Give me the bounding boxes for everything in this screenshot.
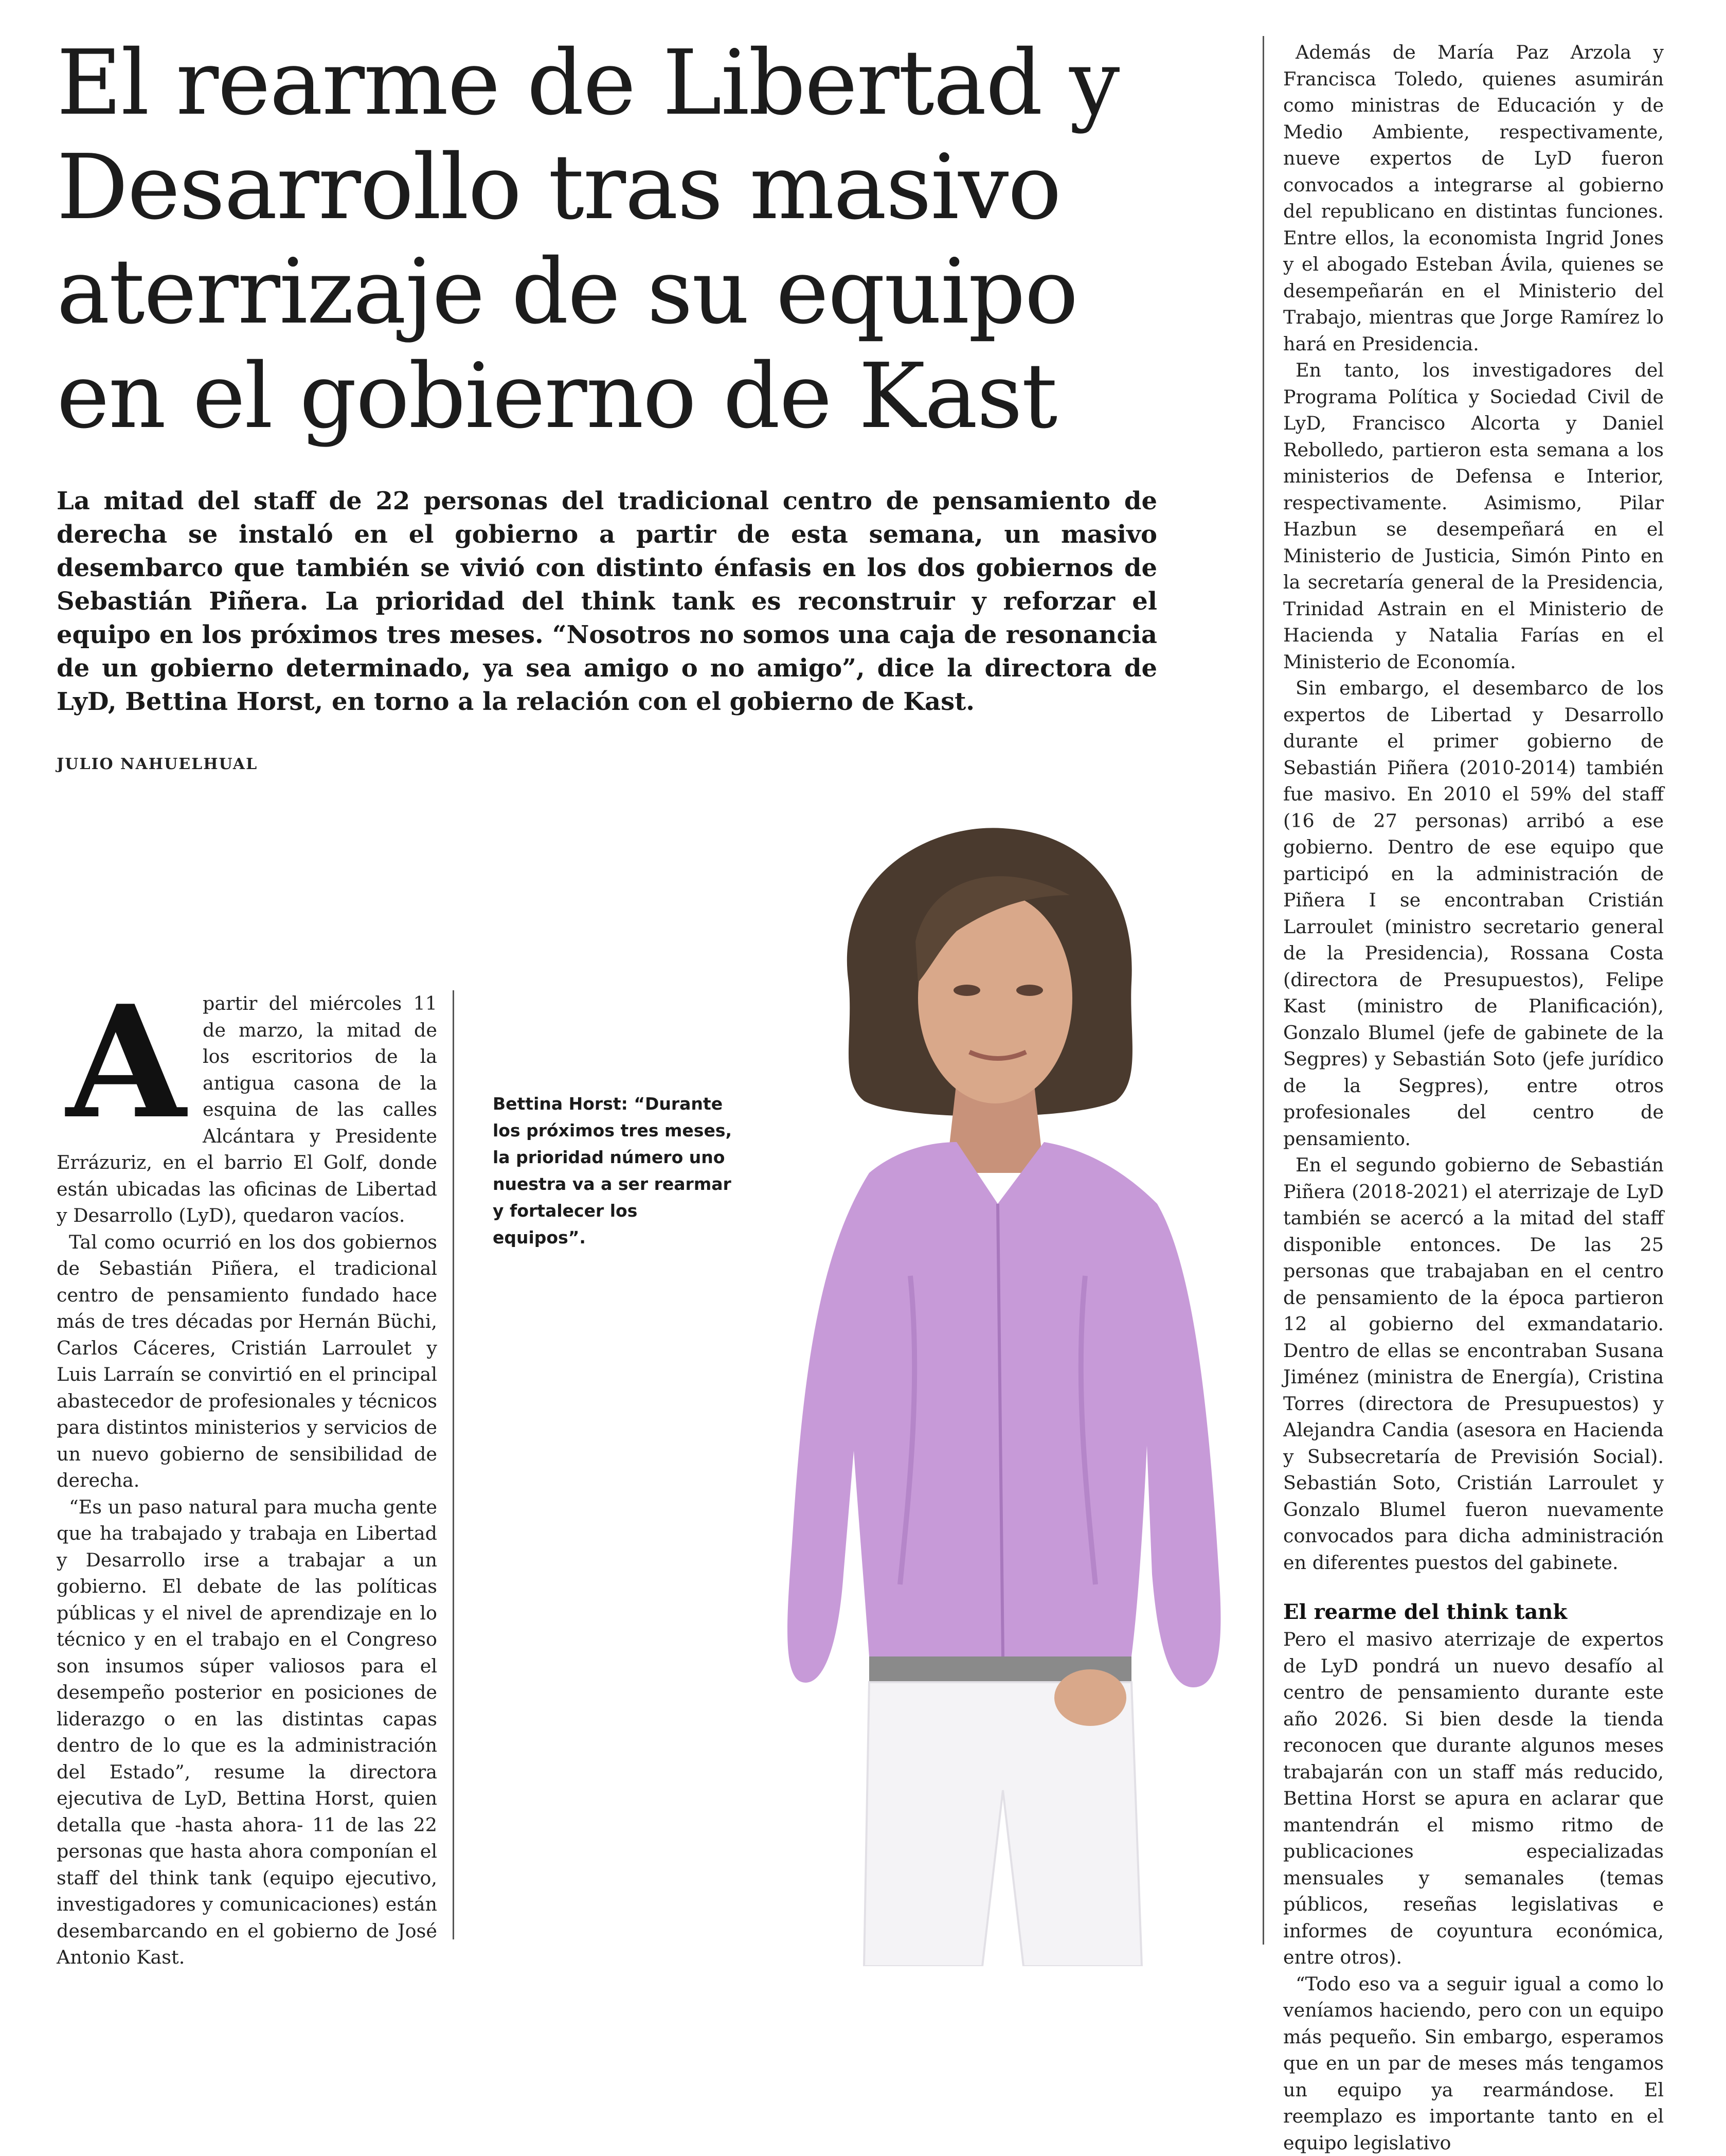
headline: [57, 31, 1250, 449]
portrait-photo: [715, 813, 1250, 1966]
right-paragraph-6: “Todo eso va a seguir igual a como lo veníamos haciendo, pero con un equipo más pequeño. Sin embargo, esperamos que en un par de meses más tengamos un equipo ya rearmándose. El reemplazo es importante tanto en el equipo legislativo: [1283, 1971, 1664, 2156]
right-paragraph-4: En el segundo gobierno de Sebastián Piñera (2018-2021) el aterrizaje de LyD también se acercó a la mitad del staff disponible entonces. De las 25 personas que trabajaban en el centro de pensamiento de la época partieron 12 al gobierno del exmandatario. Dentro de ellas se encontraban Susana Jiménez (ministra de Energía), Cristina Torres (directora de Presupuestos) y Alejandra Candia (asesora en Hacienda y Subsecretaría de Previsión Social). Sebastián Soto, Cristián Larroulet y Gonzalo Blumel fueron nuevamente convocados para dicha administración en diferentes puestos del gabinete.: [1283, 1152, 1664, 1576]
deck: La mitad del staff de 22 personas del tradicional centro de pensamiento de derecha se instaló en el gobierno a partir de esta semana, un masivo desembarco que también se vivió con distinto énfasis en los dos gobiernos de Sebastián Piñera. La prioridad del think tank es reconstruir y reforzar el equipo en los próximos tres meses. “Nosotros no somos una caja de resonancia de un gobierno determinado, ya sea amigo o no amigo”, dice la directora de LyD, Bettina Horst, en torno a la relación con el gobierno de Kast.: [57, 485, 1157, 719]
shirt-shape: [787, 1142, 1220, 1687]
left-eye-shape: [954, 985, 980, 996]
headline-line-2: Desarrollo tras masivo: [57, 135, 1250, 240]
byline: JULIO NAHUELHUAL: [57, 755, 258, 773]
left-paragraph-3: “Es un paso natural para mucha gente que ha trabajado y trabaja en Libertad y Desarrollo irse a trabajar a un gobierno. El debate de las políticas públicas y el nivel de aprendizaje en lo técnico y en el trabajo en el Congreso son insumos súper valiosos para el desempeño posterior en posiciones de liderazgo o en las distintas capas dentro de lo que es la administración del Estado”, resume la directora ejecutiva de LyD, Bettina Horst, quien detalla que -hasta ahora- 11 de las 22 personas que hasta ahora componían el staff del think tank (equipo ejecutivo, investigadores y comunicaciones) están desembarcando en el gobierno de José Antonio Kast.: [57, 1494, 437, 1971]
headline-line-1: El rearme de Libertad y: [57, 31, 1250, 135]
column-rule-left: [453, 990, 454, 1939]
drop-cap: A: [57, 1001, 195, 1124]
photo-caption: Bettina Horst: “Durante los próximos tres meses, la prioridad número uno nuestra va a ser rearmar y fortalecer los equipos”.: [493, 1091, 734, 1251]
hand-shape: [1054, 1669, 1126, 1726]
left-column: [57, 990, 437, 1971]
right-paragraph-5: Pero el masivo aterrizaje de expertos de LyD pondrá un nuevo desafío al centro de pensamiento durante este año 2026. Si bien desde la tienda reconocen que durante algunos meses trabajarán con un staff más reducido, Bettina Horst se apura en aclarar que mantendrán el mismo ritmo de publicaciones especializadas mensuales y semanales (temas públicos, reseñas legislativas e informes de coyuntura económica, entre otros).: [1283, 1626, 1664, 1971]
right-paragraph-2: En tanto, los investigadores del Programa Política y Sociedad Civil de LyD, Francisco Alcorta y Daniel Rebolledo, partieron esta semana a los ministerios de Defensa e Interior, respectivamente. Asimismo, Pilar Hazbun se desempeñará en el Ministerio de Justicia, Simón Pinto en la secretaría general de la Presidencia, Trinidad Astrain en el Ministerio de Hacienda y Natalia Farías en el Ministerio de Economía.: [1283, 357, 1664, 675]
column-rule-right: [1263, 36, 1264, 1945]
right-paragraph-3: Sin embargo, el desembarco de los expertos de Libertad y Desarrollo durante el primer gobierno de Sebastián Piñera (2010-2014) también fue masivo. En 2010 el 59% del staff (16 de 27 personas) arribó a ese gobierno. Dentro de ese equipo que participó en la administración de Piñera I se encontraban Cristián Larroulet (ministro secretario general de la Presidencia), Rossana Costa (directora de Presupuestos), Felipe Kast (ministro de Planificación), Gonzalo Blumel (jefe de gabinete de la Segpres) y Sebastián Soto (jefe jurídico de la Segpres), entre otros profesionales del centro de pensamiento.: [1283, 675, 1664, 1152]
subhead: El rearme del think tank: [1283, 1598, 1664, 1626]
left-paragraph-2: Tal como ocurrió en los dos gobiernos de Sebastián Piñera, el tradicional centro de pensamiento fundado hace más de tres décadas por Hernán Büchi, Carlos Cáceres, Cristián Larroulet y Luis Larraín se convirtió en el principal abastecedor de profesionales y técnicos para distintos ministerios y servicios de un nuevo gobierno de sensibilidad de derecha.: [57, 1229, 437, 1494]
headline-line-3: aterrizaje de su equipo: [57, 240, 1250, 344]
right-eye-shape: [1016, 985, 1043, 996]
left-paragraph-1: partir del miércoles 11 de marzo, la mitad de los escritorios de la antigua casona de la esquina de las calles Alcántara y Presidente Errázuriz, en el barrio El Golf, donde están ubicadas las oficinas de Libertad y Desarrollo (LyD), quedaron vacíos.: [57, 990, 437, 1229]
headline-line-4: en el gobierno de Kast: [57, 344, 1250, 449]
right-column: [1283, 39, 1664, 2156]
right-paragraph-1: Además de María Paz Arzola y Francisca Toledo, quienes asumirán como ministras de Educación y de Medio Ambiente, respectivamente, nueve expertos de LyD fueron convocados a integrarse al gobierno del republicano en distintas funciones. Entre ellos, la economista Ingrid Jones y el abogado Esteban Ávila, quienes se desempeñarán en el Ministerio del Trabajo, mientras que Jorge Ramírez lo hará en Presidencia.: [1283, 39, 1664, 357]
